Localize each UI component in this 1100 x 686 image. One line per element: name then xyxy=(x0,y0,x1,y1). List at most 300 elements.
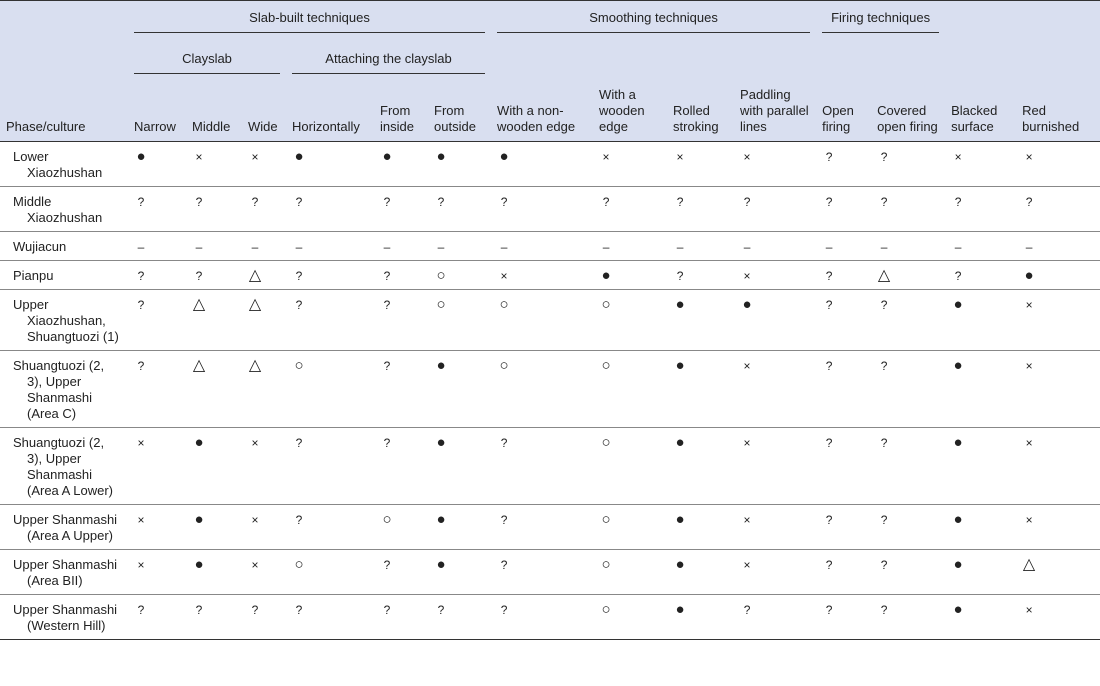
filled-circle-icon xyxy=(1022,268,1036,284)
filled-circle-icon xyxy=(434,435,448,451)
column-header: Blacked surface xyxy=(951,103,998,134)
table-row xyxy=(0,428,1100,505)
phase-label: Upper Shanmashi (Area BII) xyxy=(13,557,118,588)
symbol-cell xyxy=(667,595,734,640)
cross-icon xyxy=(134,557,148,573)
question-mark xyxy=(877,557,891,573)
symbol-cell xyxy=(667,232,734,261)
question-mark xyxy=(192,268,206,284)
symbol-cell xyxy=(593,351,667,428)
symbol-cell xyxy=(667,351,734,428)
symbol-cell xyxy=(186,550,242,595)
question-mark xyxy=(822,557,836,573)
symbol-cell xyxy=(242,428,286,505)
filled-circle-icon xyxy=(434,512,448,528)
phase-cell xyxy=(0,550,128,595)
symbol-cell xyxy=(286,550,374,595)
question-mark xyxy=(380,602,394,618)
cross-icon xyxy=(134,512,148,528)
symbol-cell xyxy=(871,142,945,187)
cross-icon xyxy=(248,149,262,165)
filled-circle-icon xyxy=(599,268,613,284)
column-header: Covered open firing xyxy=(877,103,938,134)
symbol-cell xyxy=(242,187,286,232)
cross-icon xyxy=(1022,602,1036,618)
column-header: Horizontally xyxy=(292,119,360,134)
symbol-cell xyxy=(1016,550,1100,595)
symbol-cell xyxy=(242,290,286,351)
symbol-cell xyxy=(667,187,734,232)
column-header: Red burnished xyxy=(1022,103,1080,134)
symbol-cell xyxy=(374,505,428,550)
symbol-cell xyxy=(428,142,491,187)
dash xyxy=(822,239,836,255)
symbol-cell xyxy=(128,351,186,428)
symbol-cell xyxy=(374,428,428,505)
symbol-cell xyxy=(491,505,593,550)
symbol-cell xyxy=(816,505,871,550)
question-mark xyxy=(822,194,836,210)
symbol-cell xyxy=(428,550,491,595)
symbol-cell xyxy=(1016,142,1100,187)
symbol-cell xyxy=(593,232,667,261)
symbol-cell xyxy=(491,232,593,261)
symbol-cell xyxy=(186,261,242,290)
question-mark xyxy=(192,602,206,618)
cross-icon xyxy=(248,557,262,573)
symbol-cell xyxy=(945,142,1016,187)
column-header: Open firing xyxy=(822,103,854,134)
open-circle-icon xyxy=(292,557,306,573)
symbol-cell xyxy=(1016,351,1100,428)
phase-cell xyxy=(0,261,128,290)
symbol-cell xyxy=(593,142,667,187)
filled-circle-icon xyxy=(951,435,965,451)
symbol-cell xyxy=(734,261,816,290)
cross-icon xyxy=(740,435,754,451)
filled-circle-icon xyxy=(192,557,206,573)
question-mark xyxy=(877,435,891,451)
symbol-cell xyxy=(871,261,945,290)
symbol-cell xyxy=(945,232,1016,261)
symbol-cell xyxy=(491,595,593,640)
symbol-cell xyxy=(871,550,945,595)
dash xyxy=(877,239,891,255)
phase-label: Shuangtuozi (2, 3), Upper Shanmashi (Area A Lower) xyxy=(13,435,113,498)
question-mark xyxy=(497,602,511,618)
symbol-cell xyxy=(593,187,667,232)
symbol-cell xyxy=(128,290,186,351)
symbol-cell xyxy=(945,351,1016,428)
phase-cell xyxy=(0,290,128,351)
question-mark xyxy=(1022,194,1036,210)
symbol-cell xyxy=(374,142,428,187)
filled-circle-icon xyxy=(951,297,965,313)
column-header: With a wooden edge xyxy=(599,87,645,134)
symbol-cell xyxy=(816,187,871,232)
symbol-cell xyxy=(1016,505,1100,550)
question-mark xyxy=(134,268,148,284)
symbol-cell xyxy=(734,290,816,351)
symbol-cell xyxy=(871,290,945,351)
symbol-cell xyxy=(491,428,593,505)
table-row xyxy=(0,261,1100,290)
triangle-icon xyxy=(192,297,206,313)
triangle-icon xyxy=(248,268,262,284)
question-mark xyxy=(822,297,836,313)
filled-circle-icon xyxy=(673,512,687,528)
symbol-cell xyxy=(816,595,871,640)
symbol-cell xyxy=(242,351,286,428)
dash xyxy=(134,239,148,255)
table-row xyxy=(0,142,1100,187)
table-header xyxy=(0,1,1100,142)
symbol-cell xyxy=(667,261,734,290)
dash xyxy=(292,239,306,255)
symbol-cell xyxy=(128,550,186,595)
cross-icon xyxy=(740,149,754,165)
question-mark xyxy=(673,194,687,210)
cross-icon xyxy=(1022,358,1036,374)
question-mark xyxy=(877,512,891,528)
symbol-cell xyxy=(286,142,374,187)
dash xyxy=(434,239,448,255)
symbol-cell xyxy=(945,428,1016,505)
open-circle-icon xyxy=(380,512,394,528)
symbol-cell xyxy=(128,428,186,505)
symbol-cell xyxy=(374,232,428,261)
symbol-cell xyxy=(871,351,945,428)
symbol-cell xyxy=(734,550,816,595)
filled-circle-icon xyxy=(951,358,965,374)
question-mark xyxy=(292,435,306,451)
cross-icon xyxy=(248,512,262,528)
symbol-cell xyxy=(128,232,186,261)
symbol-cell xyxy=(871,232,945,261)
filled-circle-icon xyxy=(673,602,687,618)
question-mark xyxy=(134,358,148,374)
symbol-cell xyxy=(593,428,667,505)
group-clayslab: Clayslab xyxy=(128,44,286,81)
phase-label: Shuangtuozi (2, 3), Upper Shanmashi (Area C) xyxy=(13,358,105,421)
question-mark xyxy=(497,435,511,451)
dash xyxy=(740,239,754,255)
symbol-cell xyxy=(593,550,667,595)
filled-circle-icon xyxy=(292,149,306,165)
open-circle-icon xyxy=(599,557,613,573)
symbol-cell xyxy=(428,232,491,261)
question-mark xyxy=(497,557,511,573)
symbol-cell xyxy=(491,550,593,595)
question-mark xyxy=(822,149,836,165)
column-header: With a non-wooden edge xyxy=(497,103,576,134)
symbol-cell xyxy=(186,351,242,428)
question-mark xyxy=(192,194,206,210)
cross-icon xyxy=(1022,435,1036,451)
symbol-cell xyxy=(734,428,816,505)
question-mark xyxy=(292,602,306,618)
symbol-cell xyxy=(1016,187,1100,232)
table-row xyxy=(0,550,1100,595)
question-mark xyxy=(380,557,394,573)
cross-icon xyxy=(673,149,687,165)
symbol-cell xyxy=(186,428,242,505)
phase-cell xyxy=(0,428,128,505)
question-mark xyxy=(292,194,306,210)
cross-icon xyxy=(497,268,511,284)
question-mark xyxy=(673,268,687,284)
triangle-icon xyxy=(877,268,891,284)
open-circle-icon xyxy=(599,602,613,618)
column-header: Wide xyxy=(248,119,278,134)
question-mark xyxy=(822,512,836,528)
question-mark xyxy=(877,358,891,374)
symbol-cell xyxy=(734,187,816,232)
question-mark xyxy=(877,194,891,210)
symbol-cell xyxy=(734,142,816,187)
symbol-cell xyxy=(242,261,286,290)
symbol-cell xyxy=(871,595,945,640)
symbol-cell xyxy=(734,505,816,550)
symbol-cell xyxy=(667,290,734,351)
question-mark xyxy=(292,512,306,528)
column-header: Rolled stroking xyxy=(673,103,719,134)
question-mark xyxy=(380,435,394,451)
dash xyxy=(673,239,687,255)
phase-label: Pianpu xyxy=(13,268,54,283)
column-header: From inside xyxy=(380,103,414,134)
column-header-row xyxy=(0,81,1100,142)
phase-cell xyxy=(0,232,128,261)
cross-icon xyxy=(1022,149,1036,165)
symbol-cell xyxy=(428,187,491,232)
symbol-cell xyxy=(667,428,734,505)
question-mark xyxy=(822,268,836,284)
symbol-cell xyxy=(593,595,667,640)
phase-label: Lower Xiaozhushan xyxy=(13,149,103,180)
symbol-cell xyxy=(816,261,871,290)
column-header: Narrow xyxy=(134,119,176,134)
symbol-cell xyxy=(667,142,734,187)
symbol-cell xyxy=(945,550,1016,595)
symbol-cell xyxy=(593,505,667,550)
symbol-cell xyxy=(871,187,945,232)
phase-label: Upper Xiaozhushan, Shuangtuozi (1) xyxy=(13,297,119,344)
symbol-cell xyxy=(1016,595,1100,640)
filled-circle-icon xyxy=(951,602,965,618)
cross-icon xyxy=(740,358,754,374)
question-mark xyxy=(248,602,262,618)
symbol-cell xyxy=(1016,261,1100,290)
column-header: From outside xyxy=(434,103,476,134)
symbol-cell xyxy=(242,142,286,187)
cross-icon xyxy=(740,268,754,284)
filled-circle-icon xyxy=(434,358,448,374)
symbol-cell xyxy=(491,351,593,428)
cross-icon xyxy=(951,149,965,165)
dash xyxy=(497,239,511,255)
question-mark xyxy=(877,297,891,313)
filled-circle-icon xyxy=(951,512,965,528)
dash xyxy=(192,239,206,255)
phase-cell xyxy=(0,187,128,232)
symbol-cell xyxy=(816,142,871,187)
question-mark xyxy=(292,268,306,284)
symbol-cell xyxy=(374,351,428,428)
symbol-cell xyxy=(593,290,667,351)
question-mark xyxy=(740,194,754,210)
symbol-cell xyxy=(428,290,491,351)
question-mark xyxy=(951,268,965,284)
filled-circle-icon xyxy=(673,435,687,451)
symbol-cell xyxy=(242,505,286,550)
symbol-cell xyxy=(286,187,374,232)
cross-icon xyxy=(740,512,754,528)
filled-circle-icon xyxy=(134,149,148,165)
question-mark xyxy=(380,194,394,210)
open-circle-icon xyxy=(599,358,613,374)
symbol-cell xyxy=(186,595,242,640)
phase-cell xyxy=(0,142,128,187)
question-mark xyxy=(599,194,613,210)
question-mark xyxy=(877,602,891,618)
symbol-cell xyxy=(1016,232,1100,261)
filled-circle-icon xyxy=(740,297,754,313)
symbol-cell xyxy=(286,428,374,505)
symbol-cell xyxy=(128,187,186,232)
cross-icon xyxy=(740,557,754,573)
phase-cell xyxy=(0,595,128,640)
triangle-icon xyxy=(1022,557,1036,573)
symbol-cell xyxy=(186,142,242,187)
symbol-cell xyxy=(286,232,374,261)
symbol-cell xyxy=(945,187,1016,232)
symbol-cell xyxy=(871,428,945,505)
question-mark xyxy=(951,194,965,210)
question-mark xyxy=(134,602,148,618)
table-row xyxy=(0,595,1100,640)
table-row xyxy=(0,505,1100,550)
phase-label: Upper Shanmashi (Western Hill) xyxy=(13,602,118,633)
symbol-cell xyxy=(128,505,186,550)
filled-circle-icon xyxy=(951,557,965,573)
symbol-cell xyxy=(734,232,816,261)
symbol-cell xyxy=(242,232,286,261)
symbol-cell xyxy=(128,595,186,640)
symbol-cell xyxy=(128,142,186,187)
triangle-icon xyxy=(192,358,206,374)
question-mark xyxy=(380,297,394,313)
open-circle-icon xyxy=(497,358,511,374)
symbol-cell xyxy=(242,595,286,640)
symbol-cell xyxy=(491,142,593,187)
group-slab-built: Slab-built techniques xyxy=(128,1,491,45)
table-row xyxy=(0,232,1100,261)
symbol-cell xyxy=(734,595,816,640)
question-mark xyxy=(822,602,836,618)
filled-circle-icon xyxy=(434,557,448,573)
table-row xyxy=(0,290,1100,351)
symbol-cell xyxy=(945,505,1016,550)
open-circle-icon xyxy=(434,297,448,313)
symbol-cell xyxy=(374,550,428,595)
open-circle-icon xyxy=(599,435,613,451)
symbol-cell xyxy=(242,550,286,595)
symbol-cell xyxy=(593,261,667,290)
column-header: Paddling with parallel lines xyxy=(740,87,809,134)
symbol-cell xyxy=(816,550,871,595)
question-mark xyxy=(822,435,836,451)
question-mark xyxy=(497,512,511,528)
symbol-cell xyxy=(186,290,242,351)
symbol-cell xyxy=(374,595,428,640)
triangle-icon xyxy=(248,297,262,313)
symbol-cell xyxy=(945,290,1016,351)
symbol-cell xyxy=(428,351,491,428)
symbol-cell xyxy=(186,232,242,261)
question-mark xyxy=(877,149,891,165)
symbol-cell xyxy=(428,428,491,505)
symbol-cell xyxy=(374,290,428,351)
symbol-cell xyxy=(286,290,374,351)
group-smoothing: Smoothing techniques xyxy=(491,1,816,45)
question-mark xyxy=(740,602,754,618)
filled-circle-icon xyxy=(673,297,687,313)
dash xyxy=(1022,239,1036,255)
open-circle-icon xyxy=(497,297,511,313)
symbol-cell xyxy=(428,261,491,290)
cross-icon xyxy=(599,149,613,165)
question-mark xyxy=(822,358,836,374)
filled-circle-icon xyxy=(192,435,206,451)
symbol-cell xyxy=(491,187,593,232)
phase-label: Upper Shanmashi (Area A Upper) xyxy=(13,512,118,543)
symbol-cell xyxy=(871,505,945,550)
column-header: Phase/culture xyxy=(6,119,86,134)
symbol-cell xyxy=(374,261,428,290)
filled-circle-icon xyxy=(673,358,687,374)
symbol-cell xyxy=(374,187,428,232)
open-circle-icon xyxy=(292,358,306,374)
filled-circle-icon xyxy=(673,557,687,573)
symbol-cell xyxy=(428,595,491,640)
table-row xyxy=(0,351,1100,428)
phase-cell xyxy=(0,505,128,550)
question-mark xyxy=(380,358,394,374)
symbol-cell xyxy=(945,261,1016,290)
table-row xyxy=(0,187,1100,232)
symbol-cell xyxy=(1016,428,1100,505)
symbol-cell xyxy=(667,505,734,550)
open-circle-icon xyxy=(434,268,448,284)
symbol-cell xyxy=(186,505,242,550)
group-attaching: Attaching the clayslab xyxy=(286,44,491,81)
question-mark xyxy=(497,194,511,210)
symbol-cell xyxy=(491,261,593,290)
symbol-cell xyxy=(1016,290,1100,351)
question-mark xyxy=(292,297,306,313)
symbol-cell xyxy=(667,550,734,595)
table-body xyxy=(0,142,1100,640)
question-mark xyxy=(434,194,448,210)
filled-circle-icon xyxy=(497,149,511,165)
symbol-cell xyxy=(428,505,491,550)
question-mark xyxy=(380,268,394,284)
dash xyxy=(380,239,394,255)
group-firing: Firing techniques xyxy=(816,1,945,45)
symbol-cell xyxy=(186,187,242,232)
filled-circle-icon xyxy=(434,149,448,165)
